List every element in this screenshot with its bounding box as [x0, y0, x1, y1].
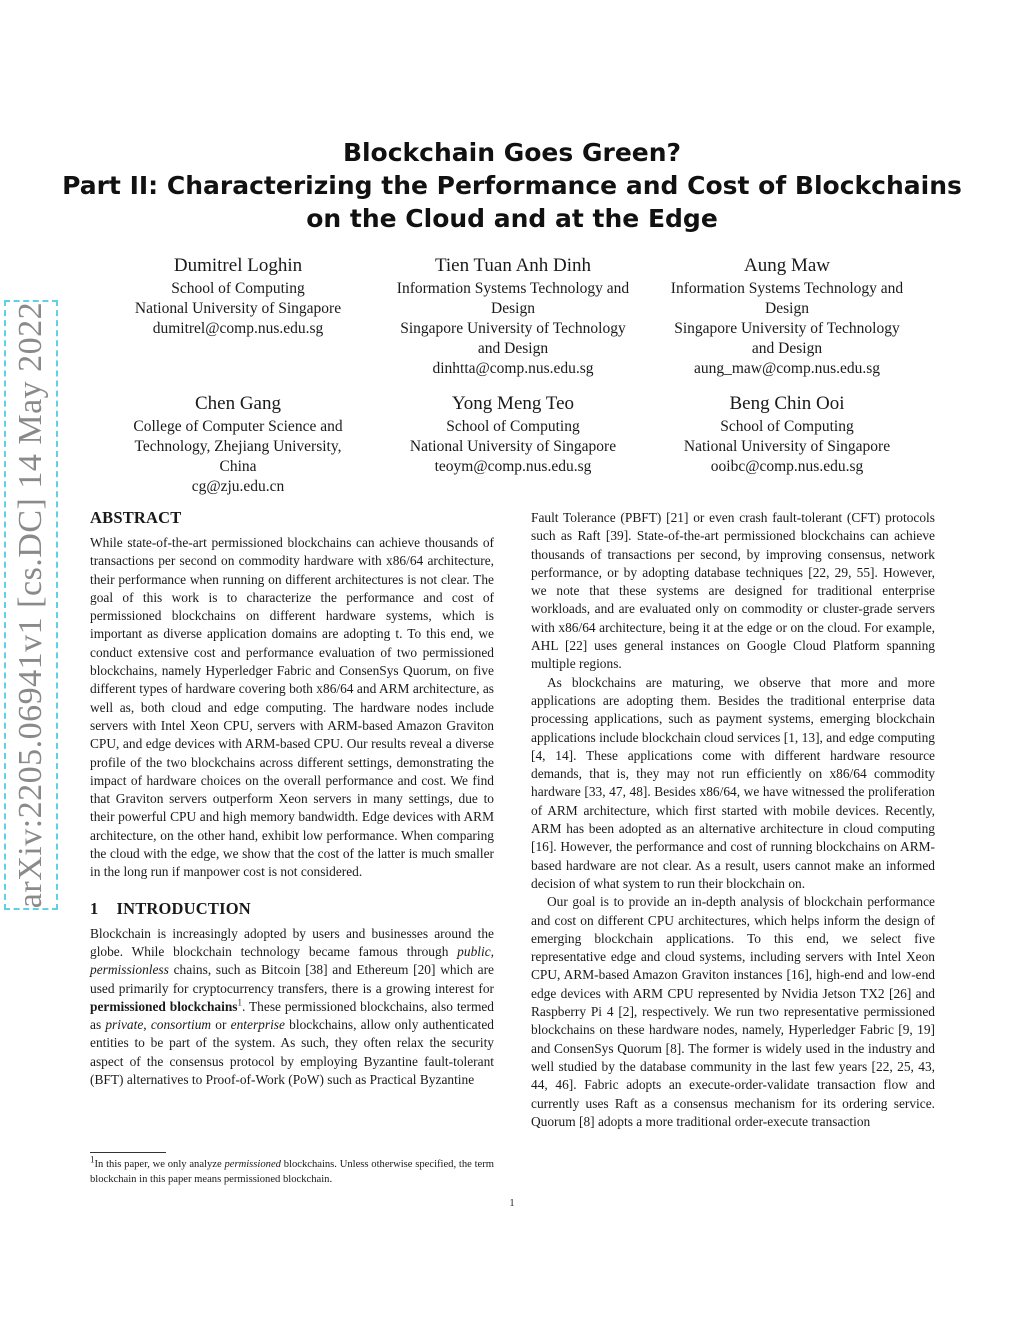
author-name: Dumitrel Loghin	[173, 255, 303, 276]
footnote-rule	[90, 1152, 166, 1153]
text-run-italic: public, permissionless	[90, 943, 494, 978]
author-affiliation: School of Computing	[171, 280, 305, 297]
abstract-heading: ABSTRACT	[90, 508, 182, 527]
page-number: 1	[509, 1198, 515, 1209]
author-name: Beng Chin Ooi	[729, 393, 845, 414]
author-affiliation: Design	[491, 300, 535, 317]
title-line: Blockchain Goes Green?	[342, 138, 682, 167]
author-block	[368, 392, 658, 477]
author-block	[368, 254, 658, 379]
abstract-text: While state-of-the-art permissioned blockchains can achieve thousands of transactions per second on commodity hardware with x86/64 architecture, their performance when running on different architectures is not clear. The goal of this work is to characterize the performance and cost of permissioned blockchains on different hardware systems, which is important as diverse application domains are adopting t. To this end, we conduct extensive cost and performance evaluation of two permissioned blockchains, namely Hyperledger Fabric and ConsenSys Quorum, on five different types of hardware covering both x86/64 and ARM architecture, as well as, both cloud and edge computing. The hardware nodes include servers with Intel Xeon CPU, servers with ARM-based Amazon Graviton CPU, and edge devices with ARM-based CPU. Our results reveal a diverse profile of the two blockchains across different settings, demonstrating the impact of hardware choices on the overall performance and cost. We find that Graviton servers outperform Xeon servers in many settings, due to their powerful CPU and high memory bandwidth. Edge devices with ARM architecture, on the other hand, exhibit low performance. When comparing the cloud with the edge, we show that the cost of the latter is much smaller in the long run if manpower cost is not considered.	[90, 535, 494, 880]
author-email: cg@zju.edu.cn	[191, 478, 285, 495]
text-run-italic: consortium	[150, 1017, 212, 1033]
left-column	[90, 508, 494, 1089]
author-block	[93, 392, 383, 497]
author-email: dumitrel@comp.nus.edu.sg	[152, 320, 324, 337]
author-email: dinhtta@comp.nus.edu.sg	[432, 360, 594, 377]
intro-heading	[90, 899, 494, 919]
author-name: Tien Tuan Anh Dinh	[434, 255, 592, 276]
footnote-marker: 1	[90, 1154, 95, 1165]
author-block	[642, 392, 932, 477]
author-affiliation: School of Computing	[720, 418, 854, 435]
author-block	[93, 254, 383, 339]
text-run: ,	[143, 1017, 151, 1033]
text-run-italic: enterprise	[230, 1017, 285, 1033]
text-run: . These permissioned blockchains, also termed as	[90, 998, 494, 1033]
author-affiliation: Information Systems Technology and	[670, 280, 904, 297]
author-name: Aung Maw	[743, 255, 831, 276]
intro-paragraph	[90, 925, 494, 1090]
paper-title	[60, 136, 964, 235]
right-column	[531, 509, 935, 1131]
footnote-marker: 1	[237, 997, 242, 1008]
text-run-italic: private	[105, 1017, 144, 1033]
author-email: teoym@comp.nus.edu.sg	[434, 458, 592, 475]
author-affiliation: School of Computing	[446, 418, 580, 435]
author-affiliation: Singapore University of Technology	[674, 320, 900, 337]
author-affiliation: Information Systems Technology and	[396, 280, 630, 297]
text-run: blockchains, allow only authenticated entities to be part of the system. As such, they often relax the security aspect of the consensus protocol by employing Byzantine fault-tolerant (BFT) alternatives to Proof-of-Work (PoW) such as Practical Byzantine	[90, 1017, 494, 1088]
author-email: ooibc@comp.nus.edu.sg	[710, 458, 864, 475]
author-block	[642, 254, 932, 379]
author-affiliation: College of Computer Science and	[133, 418, 343, 435]
text-run: blockchains. Unless otherwise specified, the term blockchain in this paper means permissioned blockchain.	[90, 1159, 494, 1185]
section-title: INTRODUCTION	[116, 898, 251, 918]
author-name: Yong Meng Teo	[451, 393, 574, 414]
author-affiliation: China	[219, 458, 257, 475]
text-run: In this paper, we only analyze	[94, 1159, 225, 1170]
author-affiliation: Design	[765, 300, 809, 317]
author-email: aung_maw@comp.nus.edu.sg	[693, 360, 881, 377]
title-line: Part II: Characterizing the Performance and Cost of Blockchains	[62, 171, 962, 200]
author-affiliation: National University of Singapore	[683, 438, 891, 455]
text-run-bold: permissioned blockchains	[90, 998, 238, 1014]
arxiv-id: arXiv:2205.06941v1 [cs.DC] 14 May 2022	[12, 301, 50, 909]
author-affiliation: National University of Singapore	[409, 438, 617, 455]
author-affiliation: and Design	[477, 340, 549, 357]
author-affiliation: National University of Singapore	[134, 300, 342, 317]
text-run: or	[211, 1017, 231, 1033]
title-line: on the Cloud and at the Edge	[306, 204, 718, 233]
arxiv-stamp	[4, 300, 58, 910]
author-affiliation: and Design	[751, 340, 823, 357]
body-paragraph: Fault Tolerance (PBFT) [21] or even crash fault-tolerant (CFT) protocols such as Raft [39]. State-of-the-art permissioned blockchains can achieve thousands of transactions per second, by improving consensus, network performance, or by adopting database techniques [22, 29, 55]. However, we note that these systems are designed for traditional enterprise workloads, and are evaluated only on commodity or cluster-grade servers with x86/64 architecture, being it at the edge or on the cloud. For example, AHL [22] uses general instances on Google Cloud Platform spanning multiple regions.	[531, 510, 935, 672]
body-paragraph: Our goal is to provide an in-depth analysis of blockchain performance and cost on different CPU architectures, which helps inform the design of emerging blockchain applications. To this end, we select five representative edge and cloud systems, including servers with Intel Xeon CPU, ARM-based Amazon Graviton instances [16], high-end and low-end edge devices with ARM CPU represented by Nvidia Jetson TX2 [26] and Raspberry Pi 4 [2], respectively. We run two representative permissioned blockchains on these hardware nodes, namely, Hyperledger Fabric [9, 19] and ConsenSys Quorum [8]. The former is widely used in the industry and well studied by the database community in the last few years [22, 25, 43, 44, 46]. Fabric adopts an execute-order-validate transaction flow and currently uses Raft as a consensus mechanism for its ordering service. Quorum [8] adopts a more traditional order-execute transaction	[531, 894, 935, 1129]
body-paragraph: As blockchains are maturing, we observe that more and more applications are adopting them. Besides the traditional enterprise data processing applications, such as payment systems, emerging blockchain applications include blockchain cloud services [1, 13], and edge computing [4, 14]. These applications come with different hardware resource demands, that is, they may not run efficiently on x86/64 commodity hardware [33, 47, 48]. Besides x86/64, we have witnessed the proliferation of ARM architecture, which first started with mobile devices. Recently, ARM has been adopted as an alternative architecture in cloud computing [16]. However, the performance and cost of running blockchains on ARM-based hardware are not clear. As a result, users cannot make an informed decision of what system to run their blockchain on.	[531, 674, 935, 891]
footnote	[90, 1154, 494, 1187]
text-run: chains, such as Bitcoin [38] and Ethereum [20] which are used primarily for cryptocurrency transfers, there is a growing interest for	[90, 962, 494, 996]
author-affiliation: Singapore University of Technology	[400, 320, 626, 337]
author-name: Chen Gang	[194, 393, 281, 414]
section-number: 1	[90, 898, 99, 918]
text-run-italic: permissioned	[224, 1159, 281, 1170]
author-affiliation: Technology, Zhejiang University,	[134, 438, 342, 455]
text-run: Blockchain is increasingly adopted by users and businesses around the globe. While blockchain technology became famous through	[90, 925, 494, 959]
